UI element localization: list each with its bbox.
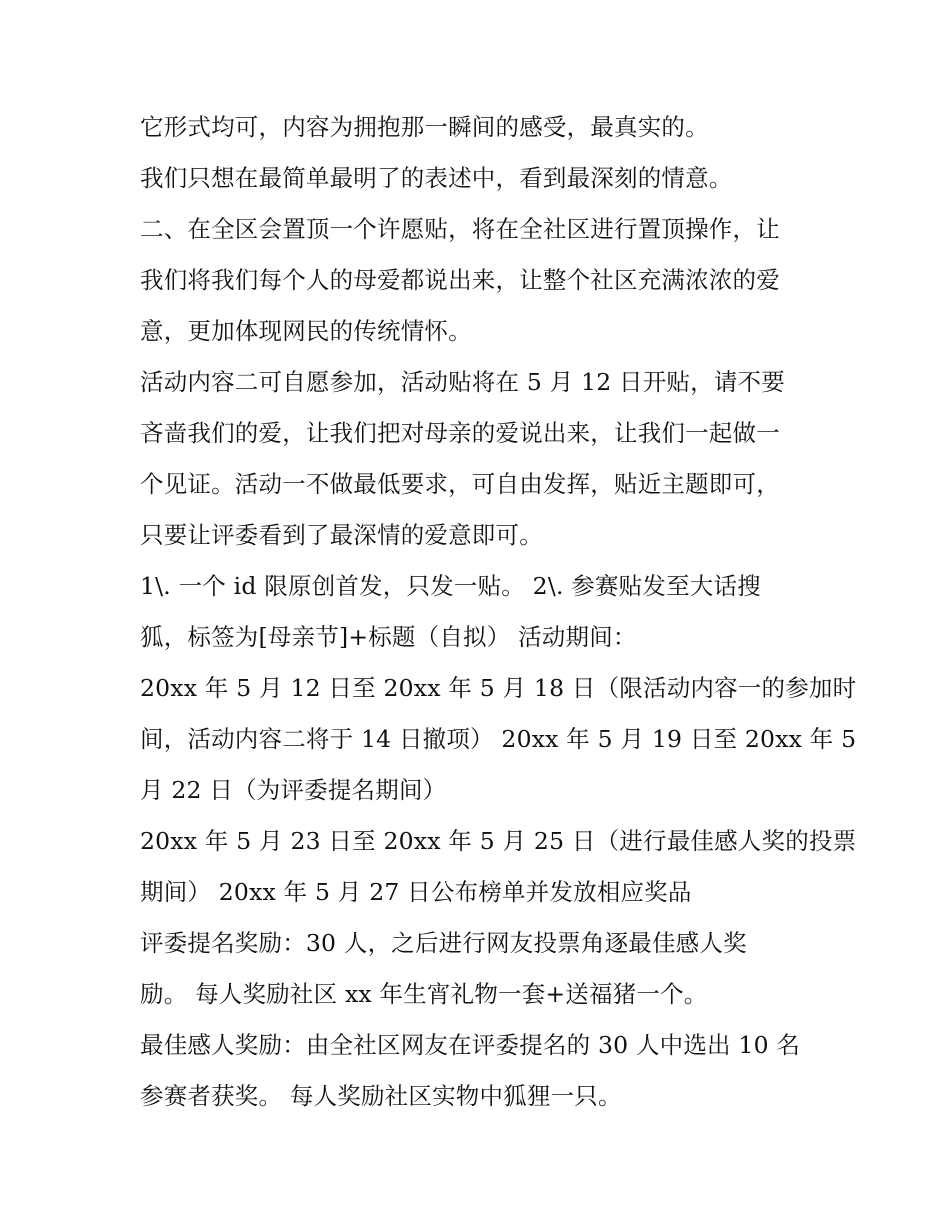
- text-line: 励。 每人奖励社区 xx 年生宵礼物一套+送福猪一个。: [140, 980, 708, 1008]
- text-line: 只要让评委看到了最深情的爱意即可。: [140, 521, 543, 549]
- text-line: 最佳感人奖励：由全社区网友在评委提名的 30 人中选出 10 名: [140, 1031, 801, 1059]
- text-line: 参赛者获奖。 每人奖励社区实物中狐狸一只。: [140, 1082, 622, 1110]
- text-line: 吝啬我们的爱，让我们把对母亲的爱说出来，让我们一起做一: [140, 419, 780, 447]
- document-page: [140, 102, 857, 1122]
- text-line: 20xx 年 5 月 23 日至 20xx 年 5 月 25 日（进行最佳感人奖的投票: [140, 827, 857, 855]
- text-line: 20xx 年 5 月 12 日至 20xx 年 5 月 18 日（限活动内容一的参加时: [140, 674, 857, 702]
- text-line: 我们只想在最简单最明了的表述中，看到最深刻的情意。: [140, 164, 733, 192]
- text-line: 二、在全区会置顶一个许愿贴，将在全社区进行置顶操作，让: [140, 215, 780, 243]
- text-line: 间，活动内容二将于 14 日撤项） 20xx 年 5 月 19 日至 20xx 年 5: [140, 725, 857, 753]
- text-line: 月 22 日（为评委提名期间）: [140, 776, 447, 804]
- text-line: 评委提名奖励：30 人，之后进行网友投票角逐最佳感人奖: [140, 929, 747, 957]
- text-line: 期间） 20xx 年 5 月 27 日公布榜单并发放相应奖品: [140, 878, 692, 906]
- text-line: 活动内容二可自愿参加，活动贴将在 5 月 12 日开贴，请不要: [140, 368, 785, 396]
- text-line: 我们将我们每个人的母爱都说出来，让整个社区充满浓浓的爱: [140, 266, 780, 294]
- text-line: 意，更加体现网民的传统情怀。: [140, 317, 472, 345]
- text-line: 它形式均可，内容为拥抱那一瞬间的感受，最真实的。: [140, 113, 709, 141]
- text-line: 1\. 一个 id 限原创首发，只发一贴。 2\. 参赛贴发至大话搜: [140, 572, 761, 600]
- text-line: 个见证。活动一不做最低要求，可自由发挥，贴近主题即可，: [140, 470, 780, 498]
- text-line: 狐，标签为[母亲节]+标题（自拟） 活动期间：: [140, 623, 637, 651]
